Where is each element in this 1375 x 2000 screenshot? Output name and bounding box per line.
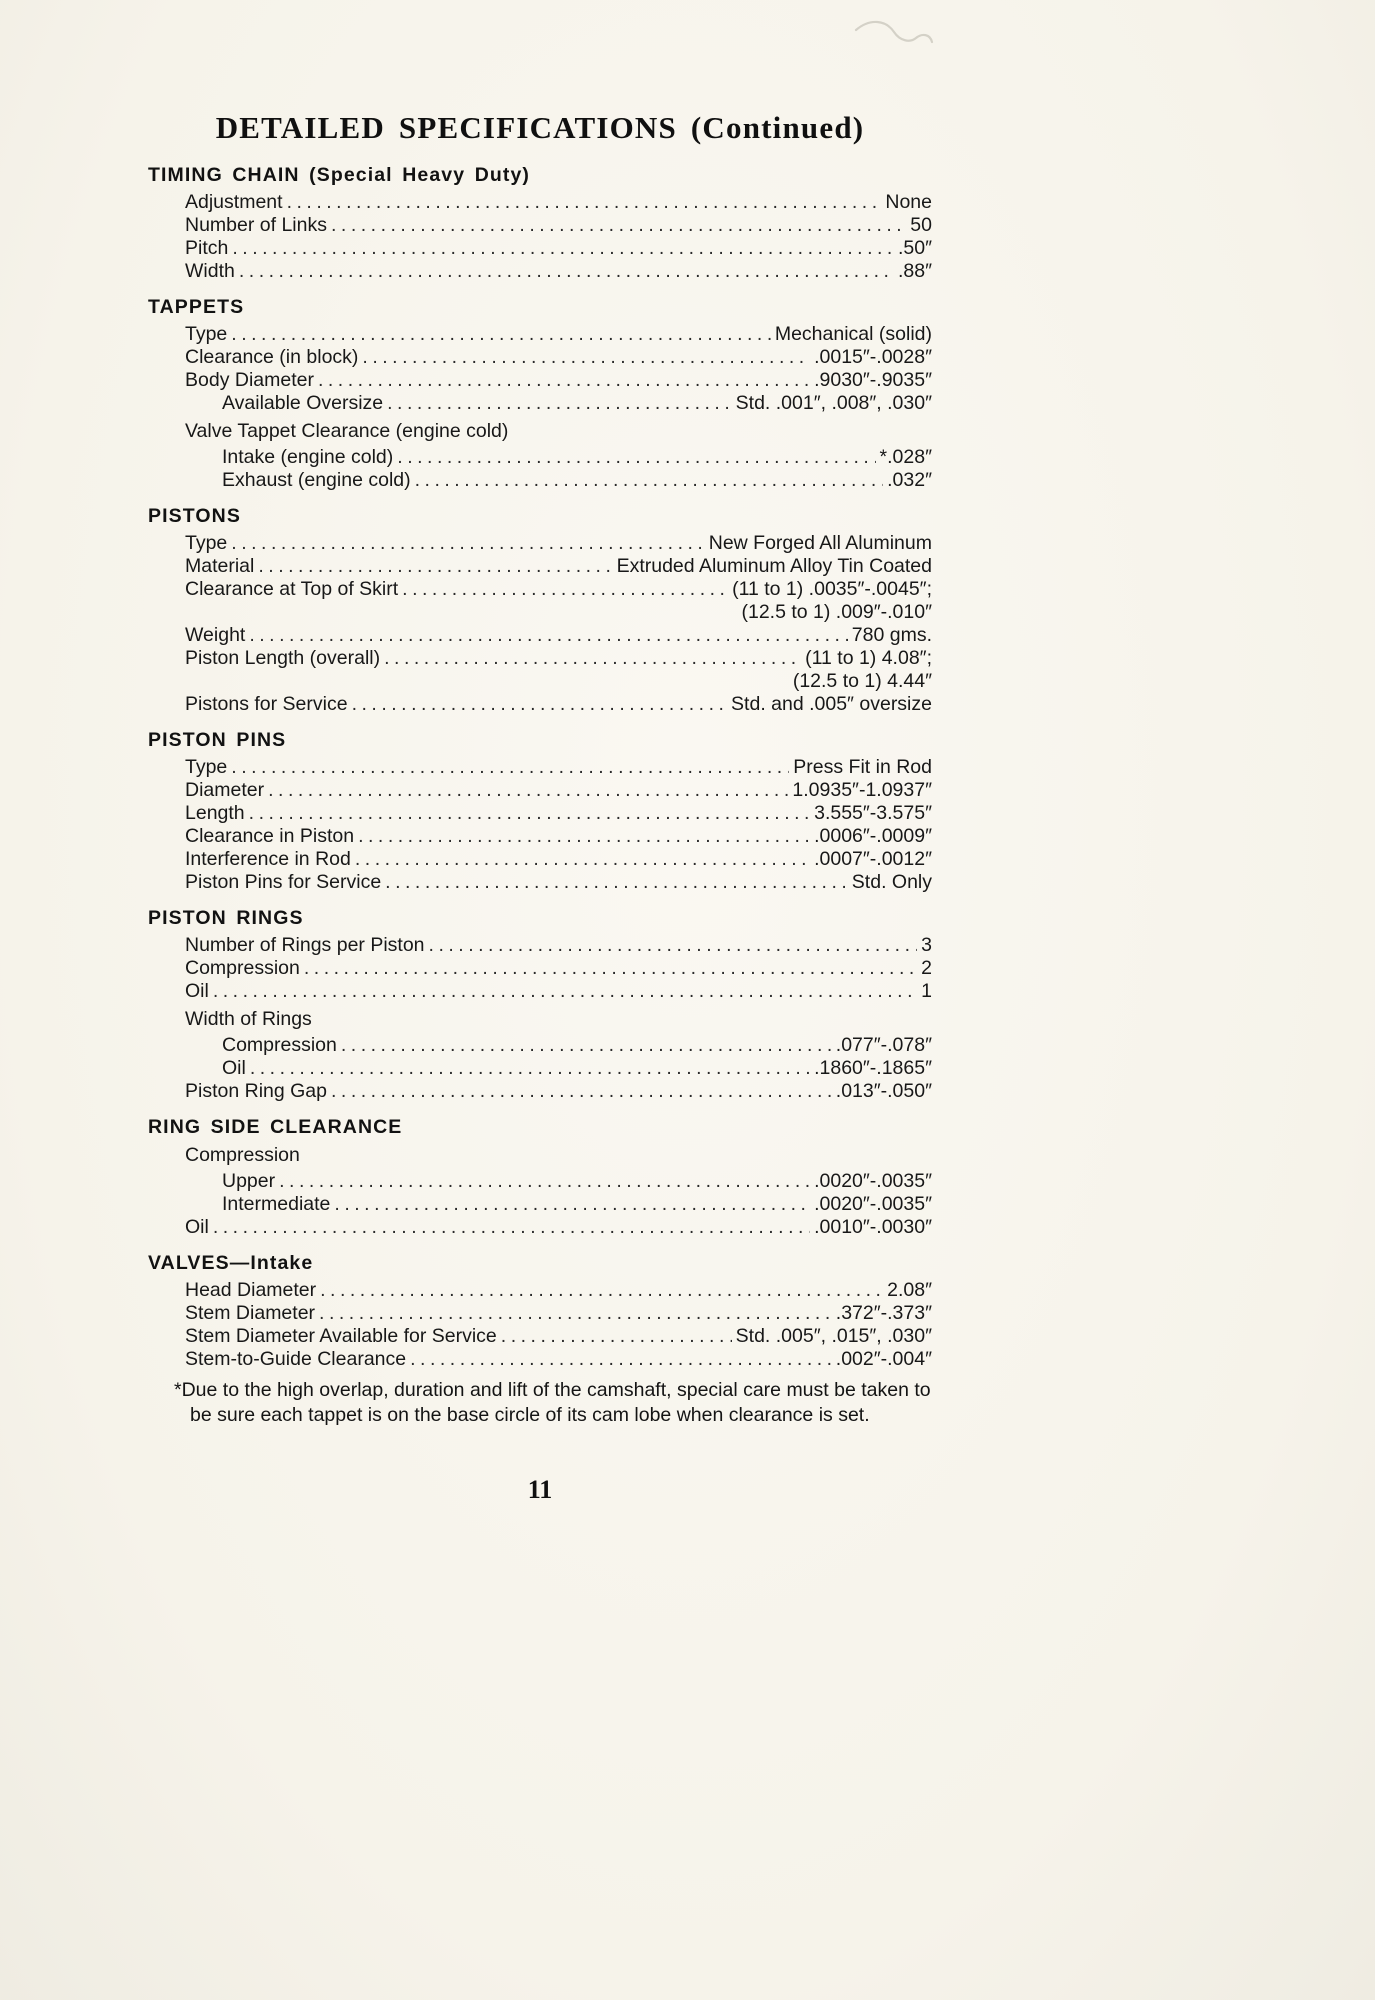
spec-value-continuation: (12.5 to 1) 4.44″ <box>792 670 932 692</box>
spec-label: Clearance at Top of Skirt <box>185 578 399 600</box>
spec-label: Stem-to-Guide Clearance <box>185 1348 407 1370</box>
dot-leader <box>287 191 882 214</box>
dot-leader <box>319 1302 832 1325</box>
spec-value: 780 gms. <box>851 624 932 646</box>
spec-value: .1860″-.1865″ <box>814 1057 932 1079</box>
spec-row <box>148 260 932 283</box>
dot-leader <box>358 825 810 848</box>
spec-row <box>148 1193 932 1216</box>
spec-row <box>148 532 932 555</box>
spec-label: Stem Diameter Available for Service <box>185 1325 497 1347</box>
spec-value: None <box>885 191 932 213</box>
spec-label: Diameter <box>185 779 265 801</box>
dot-leader <box>213 1216 810 1239</box>
spec-label: Upper <box>222 1170 276 1192</box>
spec-label: Intermediate <box>222 1193 331 1215</box>
section-heading: VALVES—Intake <box>148 1252 314 1274</box>
spec-value: .002″-.004″ <box>835 1348 932 1370</box>
spec-label: Type <box>185 323 228 345</box>
section-heading: TAPPETS <box>148 296 245 318</box>
spec-value: Press Fit in Rod <box>793 756 932 778</box>
spec-row <box>148 779 932 802</box>
dot-leader <box>318 369 810 392</box>
spec-value: 1.0935″-1.0937″ <box>792 779 932 801</box>
section-heading: PISTON PINS <box>148 729 287 751</box>
dot-leader <box>402 578 728 601</box>
dot-leader <box>397 446 875 469</box>
spec-value: Std. and .005″ oversize <box>731 693 932 715</box>
dot-leader <box>331 214 906 237</box>
dot-leader <box>213 980 917 1003</box>
spec-label: Type <box>185 756 228 778</box>
dot-leader <box>415 469 884 492</box>
spec-row <box>148 392 932 415</box>
spec-row <box>148 323 932 346</box>
dot-leader <box>331 1080 832 1103</box>
spec-value: .0006″-.0009″ <box>814 825 932 847</box>
spec-value: 2 <box>921 957 932 979</box>
spec-section <box>148 505 932 716</box>
spec-value: .0015″-.0028″ <box>814 346 932 368</box>
spec-row <box>148 446 932 469</box>
spec-value: .9030″-.9035″ <box>814 369 932 391</box>
spec-label: Oil <box>222 1057 246 1079</box>
dot-leader <box>501 1325 732 1348</box>
spec-subheading <box>148 1144 932 1167</box>
dot-leader <box>231 323 771 346</box>
section-heading: TIMING CHAIN (Special Heavy Duty) <box>148 164 531 186</box>
dot-leader <box>385 871 848 894</box>
dot-leader <box>304 957 917 980</box>
spec-sublabel: Width of Rings <box>185 1008 312 1030</box>
spec-sublabel: Valve Tappet Clearance (engine cold) <box>185 420 509 442</box>
dot-leader <box>239 260 894 283</box>
spec-value: .0010″-.0030″ <box>814 1216 932 1238</box>
spec-value: .013″-.050″ <box>835 1080 932 1102</box>
section-heading: RING SIDE CLEARANCE <box>148 1116 403 1138</box>
spec-row <box>148 369 932 392</box>
spec-value: Std. .005″, .015″, .030″ <box>735 1325 932 1347</box>
spec-row <box>148 756 932 779</box>
spec-label: Exhaust (engine cold) <box>222 469 411 491</box>
dot-leader <box>258 555 612 578</box>
spec-row <box>148 1325 932 1348</box>
spec-value: .0007″-.0012″ <box>814 848 932 870</box>
spec-row <box>148 191 932 214</box>
spec-label: Pistons for Service <box>185 693 348 715</box>
spec-label: Intake (engine cold) <box>222 446 394 468</box>
spec-row <box>148 624 932 647</box>
spec-row <box>148 214 932 237</box>
spec-value: Std. .001″, .008″, .030″ <box>735 392 932 414</box>
dot-leader <box>352 693 727 716</box>
spec-row <box>148 1057 932 1080</box>
dot-leader <box>249 802 810 825</box>
spec-row <box>148 237 932 260</box>
page-content <box>148 110 932 1505</box>
spec-label: Material <box>185 555 255 577</box>
spec-value: 3 <box>921 934 932 956</box>
spec-label: Weight <box>185 624 246 646</box>
spec-row <box>148 555 932 578</box>
spec-row <box>148 980 932 1003</box>
dot-leader <box>387 392 732 415</box>
spec-label: Clearance (in block) <box>185 346 359 368</box>
spec-row <box>148 848 932 871</box>
spec-value: *.028″ <box>879 446 932 468</box>
spec-label: Piston Ring Gap <box>185 1080 327 1102</box>
spec-row <box>148 1348 932 1371</box>
spec-label: Pitch <box>185 237 229 259</box>
dot-leader <box>410 1348 832 1371</box>
spec-value: 50 <box>910 214 932 236</box>
footnote-line: be sure each tappet is on the base circle of its cam lobe when clearance is set. <box>190 1403 870 1426</box>
spec-value: .0020″-.0035″ <box>814 1170 932 1192</box>
spec-row <box>148 871 932 894</box>
spec-value: (11 to 1) .0035″-.0045″; <box>732 578 932 600</box>
spec-section <box>148 907 932 1103</box>
spec-continuation-row <box>148 601 932 624</box>
spec-value: .88″ <box>897 260 932 282</box>
spec-subheading <box>148 1008 932 1031</box>
spec-row <box>148 1080 932 1103</box>
spec-value-continuation: (12.5 to 1) .009″-.010″ <box>741 601 932 623</box>
spec-row <box>148 1170 932 1193</box>
spec-label: Oil <box>185 1216 209 1238</box>
spec-row <box>148 1034 932 1057</box>
spec-label: Interference in Rod <box>185 848 351 870</box>
spec-row <box>148 1302 932 1325</box>
specifications-list <box>148 164 932 1371</box>
spec-value: .50″ <box>897 237 932 259</box>
dot-leader <box>249 624 847 647</box>
spec-label: Number of Rings per Piston <box>185 934 425 956</box>
spec-subheading <box>148 420 932 443</box>
spec-value: New Forged All Aluminum <box>708 532 932 554</box>
spec-label: Oil <box>185 980 209 1002</box>
spec-value: .077″-.078″ <box>835 1034 932 1056</box>
dot-leader <box>334 1193 810 1216</box>
spec-sublabel: Compression <box>185 1144 300 1166</box>
spec-value: (11 to 1) 4.08″; <box>805 647 932 669</box>
spec-section <box>148 729 932 894</box>
footnote-line: *Due to the high overlap, duration and lift of the camshaft, special care must be taken to <box>174 1379 931 1401</box>
spec-label: Clearance in Piston <box>185 825 355 847</box>
section-heading: PISTONS <box>148 505 241 527</box>
spec-row <box>148 1216 932 1239</box>
spec-row <box>148 934 932 957</box>
spec-row <box>148 469 932 492</box>
spec-label: Adjustment <box>185 191 283 213</box>
spec-label: Stem Diameter <box>185 1302 316 1324</box>
footnote <box>148 1378 932 1427</box>
spec-section <box>148 164 932 283</box>
page-number: 11 <box>527 1475 553 1504</box>
dot-leader <box>429 934 918 957</box>
page-title: DETAILED SPECIFICATIONS (Continued) <box>215 110 865 145</box>
spec-label: Available Oversize <box>222 392 384 414</box>
dot-leader <box>384 647 801 670</box>
dot-leader <box>231 532 704 555</box>
spec-row <box>148 693 932 716</box>
dot-leader <box>320 1279 883 1302</box>
spec-value: Mechanical (solid) <box>774 323 932 345</box>
spec-value: Std. Only <box>851 871 932 893</box>
spec-row <box>148 825 932 848</box>
dot-leader <box>362 346 810 369</box>
spec-label: Head Diameter <box>185 1279 317 1301</box>
scan-artifact <box>852 16 942 56</box>
section-heading: PISTON RINGS <box>148 907 304 929</box>
spec-row <box>148 647 932 670</box>
spec-label: Compression <box>185 957 300 979</box>
spec-label: Body Diameter <box>185 369 314 391</box>
spec-label: Piston Length (overall) <box>185 647 381 669</box>
spec-value: .032″ <box>887 469 932 491</box>
spec-value: .372″-.373″ <box>835 1302 932 1324</box>
spec-row <box>148 957 932 980</box>
dot-leader <box>355 848 810 871</box>
spec-row <box>148 1279 932 1302</box>
spec-row <box>148 578 932 601</box>
spec-continuation-row <box>148 670 932 693</box>
spec-section <box>148 1116 932 1239</box>
spec-row <box>148 802 932 825</box>
dot-leader <box>268 779 788 802</box>
dot-leader <box>341 1034 832 1057</box>
spec-section <box>148 296 932 492</box>
dot-leader <box>250 1057 810 1080</box>
spec-label: Type <box>185 532 228 554</box>
spec-value: 1 <box>921 980 932 1002</box>
spec-value: 3.555″-3.575″ <box>814 802 932 824</box>
spec-label: Compression <box>222 1034 337 1056</box>
spec-value: Extruded Aluminum Alloy Tin Coated <box>616 555 932 577</box>
spec-value: .0020″-.0035″ <box>814 1193 932 1215</box>
spec-value: 2.08″ <box>887 1279 932 1301</box>
spec-label: Piston Pins for Service <box>185 871 382 893</box>
spec-label: Length <box>185 802 245 824</box>
spec-row <box>148 346 932 369</box>
spec-section <box>148 1252 932 1371</box>
dot-leader <box>279 1170 810 1193</box>
spec-label: Width <box>185 260 235 282</box>
dot-leader <box>232 237 894 260</box>
dot-leader <box>231 756 789 779</box>
spec-label: Number of Links <box>185 214 327 236</box>
